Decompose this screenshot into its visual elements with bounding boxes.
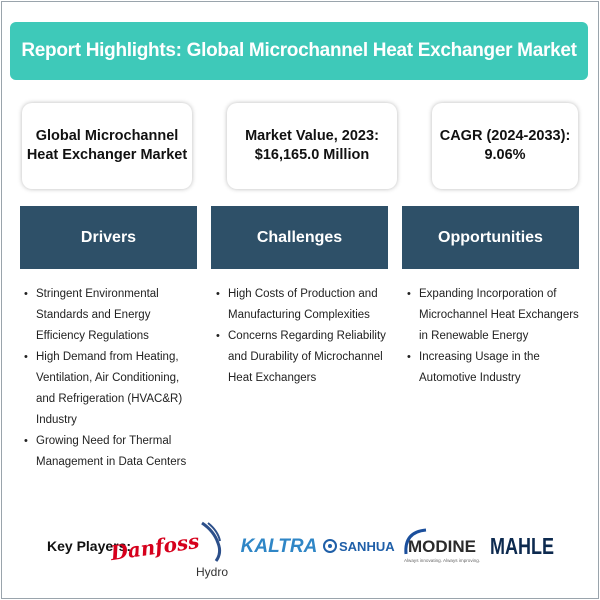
list-item: • Growing Need for Thermal Management in Data Centers xyxy=(24,435,187,468)
card-line: 9.06% xyxy=(484,147,526,163)
card-line: CAGR (2024-2033): xyxy=(439,128,571,144)
challenges-list xyxy=(216,284,400,389)
market-name-card xyxy=(22,103,192,189)
list-item: • High Costs of Production and Manufacturing Complexities xyxy=(216,288,378,321)
sanhua-wordmark: SANHUA xyxy=(339,539,395,554)
list-item: • Increasing Usage in the Automotive Industry xyxy=(407,351,540,384)
key-players-label: Key Players: xyxy=(47,538,132,554)
opportunities-list xyxy=(407,284,587,389)
list-item: • High Demand from Heating, Ventilation, Air Conditioning, and Refrigeration (HVAC&R) Industry xyxy=(24,351,183,426)
mahle-logo xyxy=(487,528,557,562)
drivers-header: Drivers xyxy=(20,206,197,269)
list-item: • Concerns Regarding Reliability and Durability of Microchannel Heat Exchangers xyxy=(216,330,386,384)
modine-wordmark: MODINE xyxy=(408,537,476,556)
card-line: Global Microchannel xyxy=(35,128,179,144)
list-item: • Stringent Environmental Standards and Energy Efficiency Regulations xyxy=(24,288,159,342)
danfoss-wordmark: Danfoss xyxy=(108,528,201,566)
modine-logo xyxy=(400,524,480,568)
hydro-logo xyxy=(196,519,230,579)
kaltra-wordmark: KALTRA xyxy=(240,536,318,557)
cagr-card xyxy=(432,103,578,189)
card-line: Market Value, 2023: xyxy=(245,128,379,144)
list-item: • Expanding Incorporation of Microchannel Heat Exchangers in Renewable Energy xyxy=(407,288,579,342)
danfoss-logo xyxy=(108,524,201,568)
modine-tagline: Always innovating. Always improving. xyxy=(403,558,481,563)
market-value-card xyxy=(227,103,397,189)
kaltra-logo xyxy=(240,530,318,560)
report-banner-title: Report Highlights: Global Microchannel Heat Exchanger Market xyxy=(10,22,588,80)
challenges-header: Challenges xyxy=(211,206,388,269)
hydro-wordmark: Hydro xyxy=(195,565,229,579)
card-line: $16,165.0 Million xyxy=(254,147,370,163)
mahle-wordmark: MAHLE xyxy=(490,533,554,559)
drivers-list xyxy=(24,284,194,473)
sanhua-logo xyxy=(322,532,395,560)
card-line: Heat Exchanger Market xyxy=(26,147,188,163)
opportunities-header: Opportunities xyxy=(402,206,579,269)
